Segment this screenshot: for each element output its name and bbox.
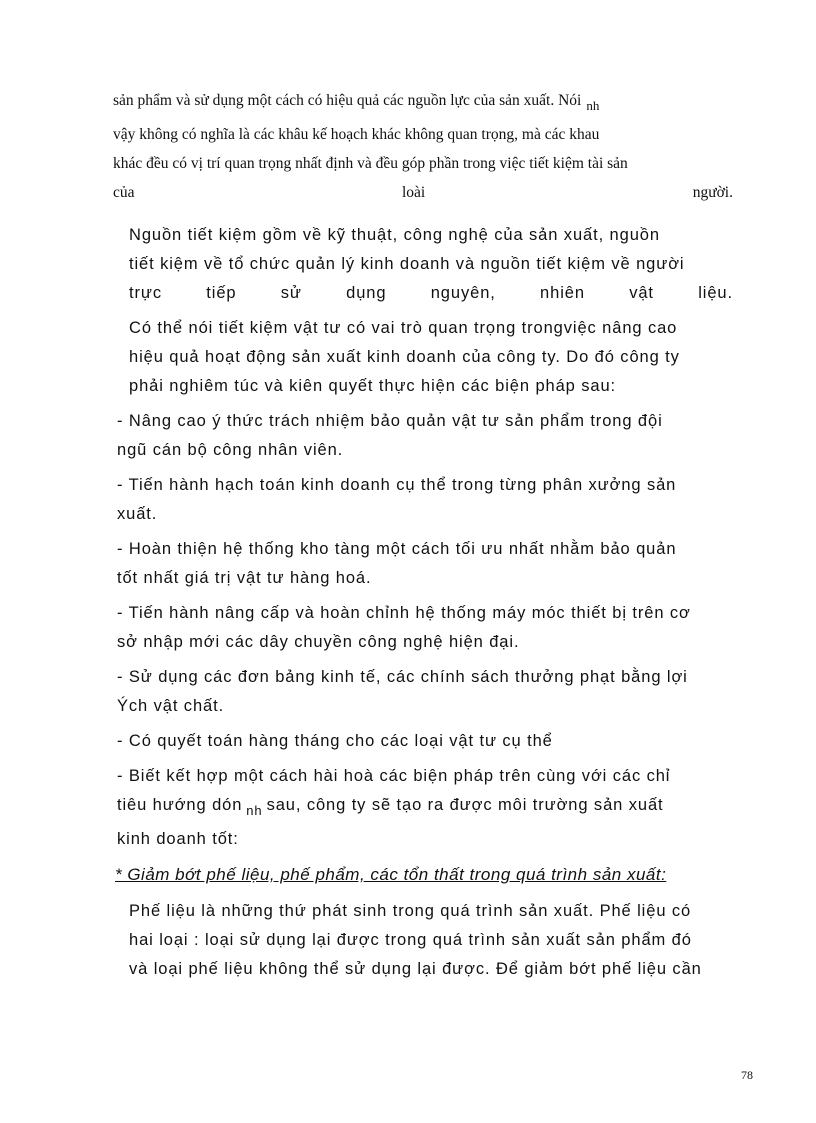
page-content bbox=[113, 86, 733, 990]
text-line: sở nhập mới các dây chuyền công nghệ hiện đại. bbox=[117, 633, 520, 651]
bullet-item bbox=[113, 407, 733, 465]
word: loài bbox=[401, 184, 426, 201]
word: tiếp bbox=[206, 284, 237, 302]
intro-paragraph bbox=[113, 86, 733, 207]
text-line: và loại phế liệu không thể sử dụng lại được. Để giảm bớt phế liệu cần bbox=[129, 960, 702, 978]
word: của bbox=[113, 184, 135, 201]
text-line-justified bbox=[129, 279, 733, 308]
text-line bbox=[117, 791, 733, 825]
text-line: - Hoàn thiện hệ thống kho tàng một cách tối ưu nhất nhằm bảo quản bbox=[117, 540, 677, 558]
text-line: - Nâng cao ý thức trách nhiệm bảo quản vật tư sản phẩm trong đội bbox=[117, 412, 663, 430]
paragraph-scrap bbox=[113, 897, 733, 984]
paragraph-savings-sources bbox=[113, 221, 733, 308]
text-line: Ých vật chất. bbox=[117, 697, 225, 715]
section-heading: * Giảm bớt phế liệu, phế phẩm, các tổn thất trong quá trình sản xuất: bbox=[115, 865, 667, 884]
bullet-item bbox=[113, 762, 733, 854]
text-line: - Biết kết hợp một cách hài hoà các biện pháp trên cùng với các chỉ bbox=[117, 767, 671, 785]
word: trực bbox=[129, 284, 162, 302]
text-line: - Sử dụng các đơn bảng kinh tế, các chính sách thưởng phạt bằng lợi bbox=[117, 668, 688, 686]
text-line: hiệu quả hoạt động sản xuất kinh doanh của công ty. Do đó công ty bbox=[129, 348, 680, 366]
bullet-item bbox=[113, 599, 733, 657]
text-line: vậy không có nghĩa là các khâu kế hoạch khác không quan trọng, mà các khau bbox=[113, 126, 600, 143]
text-run: tiêu hướng dón bbox=[117, 796, 243, 814]
text-run: sản phẩm và sử dụng một cách có hiệu quả các nguồn lực của sản xuất. Nói bbox=[113, 92, 582, 109]
text-line: xuất. bbox=[117, 505, 158, 523]
subscript-text: nh bbox=[246, 803, 263, 818]
text-run: sau, công ty sẽ tạo ra được môi trường sản xuất bbox=[266, 796, 664, 814]
text-line-justified bbox=[113, 178, 733, 207]
text-line: - Có quyết toán hàng tháng cho các loại vật tư cụ thể bbox=[117, 732, 553, 750]
text-line bbox=[113, 86, 733, 120]
text-line: hai loại : loại sử dụng lại được trong quá trình sản xuất sản phẩm đó bbox=[129, 931, 692, 949]
text-line: - Tiến hành nâng cấp và hoàn chỉnh hệ thống máy móc thiết bị trên cơ bbox=[117, 604, 691, 622]
paragraph-role-of-savings bbox=[113, 314, 733, 401]
text-line: - Tiến hành hạch toán kinh doanh cụ thể trong từng phân xưởng sản bbox=[117, 476, 677, 494]
word: liệu. bbox=[698, 284, 733, 302]
text-line: tiết kiệm về tổ chức quản lý kinh doanh và nguồn tiết kiệm về người bbox=[129, 255, 685, 273]
word: nhiên bbox=[540, 284, 585, 302]
word: người. bbox=[692, 184, 733, 201]
bullet-item bbox=[113, 535, 733, 593]
bullet-item bbox=[113, 727, 733, 756]
subscript-text: nh bbox=[586, 98, 600, 113]
bullet-item bbox=[113, 663, 733, 721]
word: dụng bbox=[346, 284, 387, 302]
word: sử bbox=[280, 284, 302, 302]
text-line: phải nghiêm túc và kiên quyết thực hiện các biện pháp sau: bbox=[129, 377, 617, 395]
text-line: kinh doanh tốt: bbox=[117, 830, 239, 848]
text-line: tốt nhất giá trị vật tư hàng hoá. bbox=[117, 569, 372, 587]
bullet-item bbox=[113, 471, 733, 529]
text-line: Nguồn tiết kiệm gồm về kỹ thuật, công nghệ của sản xuất, nguồn bbox=[129, 226, 660, 244]
word: nguyên, bbox=[430, 284, 496, 302]
text-line: khác đều có vị trí quan trọng nhất định và đều góp phần trong việc tiết kiệm tài sản bbox=[113, 155, 628, 172]
text-line: Phế liệu là những thứ phát sinh trong quá trình sản xuất. Phế liệu có bbox=[129, 902, 692, 920]
text-line: ngũ cán bộ công nhân viên. bbox=[117, 441, 344, 459]
text-line: Có thể nói tiết kiệm vật tư có vai trò quan trọng trongviệc nâng cao bbox=[129, 319, 678, 337]
page-number: 78 bbox=[741, 1068, 753, 1082]
word: vật bbox=[629, 284, 654, 302]
